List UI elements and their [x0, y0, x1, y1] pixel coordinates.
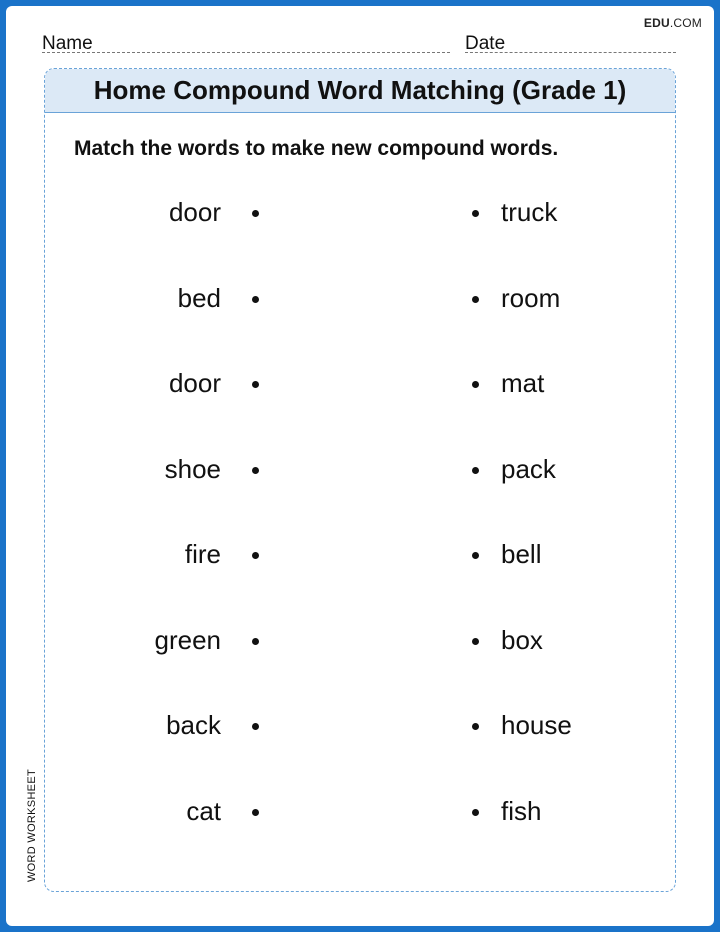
brand-logo: EDU.COM — [643, 16, 702, 30]
card-header — [45, 69, 675, 113]
right-word: box — [501, 624, 543, 655]
name-label: Name — [42, 33, 93, 54]
right-word: truck — [501, 197, 558, 227]
date-label: Date — [465, 33, 506, 54]
left-match-dot[interactable] — [252, 296, 259, 303]
left-match-dot[interactable] — [252, 552, 259, 559]
right-match-dot[interactable] — [472, 467, 479, 474]
left-match-dot[interactable] — [252, 467, 259, 474]
right-match-dot[interactable] — [472, 552, 479, 559]
right-word: house — [501, 710, 572, 740]
right-match-dot[interactable] — [472, 638, 479, 645]
left-word: green — [154, 624, 221, 655]
right-match-dot[interactable] — [472, 723, 479, 730]
date-line[interactable] — [465, 52, 676, 53]
right-match-dot[interactable] — [472, 381, 479, 388]
left-word: bed — [177, 282, 221, 313]
instructions: Match the words to make new compound words. — [74, 137, 559, 160]
right-match-dot[interactable] — [472, 210, 479, 217]
right-match-dot[interactable] — [472, 296, 479, 303]
left-word: door — [168, 368, 221, 398]
left-word: door — [168, 197, 221, 227]
worksheet-title: Home Compound Word Matching (Grade 1) — [93, 75, 627, 105]
left-match-dot[interactable] — [252, 638, 259, 645]
left-match-dot[interactable] — [252, 381, 259, 388]
left-match-dot[interactable] — [252, 809, 259, 816]
right-word: fish — [501, 795, 542, 826]
right-match-dot[interactable] — [472, 809, 479, 816]
right-word: pack — [501, 453, 556, 484]
left-word: cat — [186, 795, 221, 826]
right-word: mat — [501, 368, 545, 398]
left-match-dot[interactable] — [252, 210, 259, 217]
right-word: room — [501, 282, 561, 313]
worksheet-card — [44, 68, 676, 892]
left-match-dot[interactable] — [252, 723, 259, 730]
side-label: WORD WORKSHEET — [26, 769, 38, 882]
left-word: shoe — [164, 453, 221, 484]
left-word: fire — [184, 539, 221, 569]
left-word: back — [166, 710, 221, 740]
right-word: bell — [501, 539, 542, 569]
name-line[interactable] — [42, 52, 450, 53]
worksheet-page — [6, 6, 714, 926]
